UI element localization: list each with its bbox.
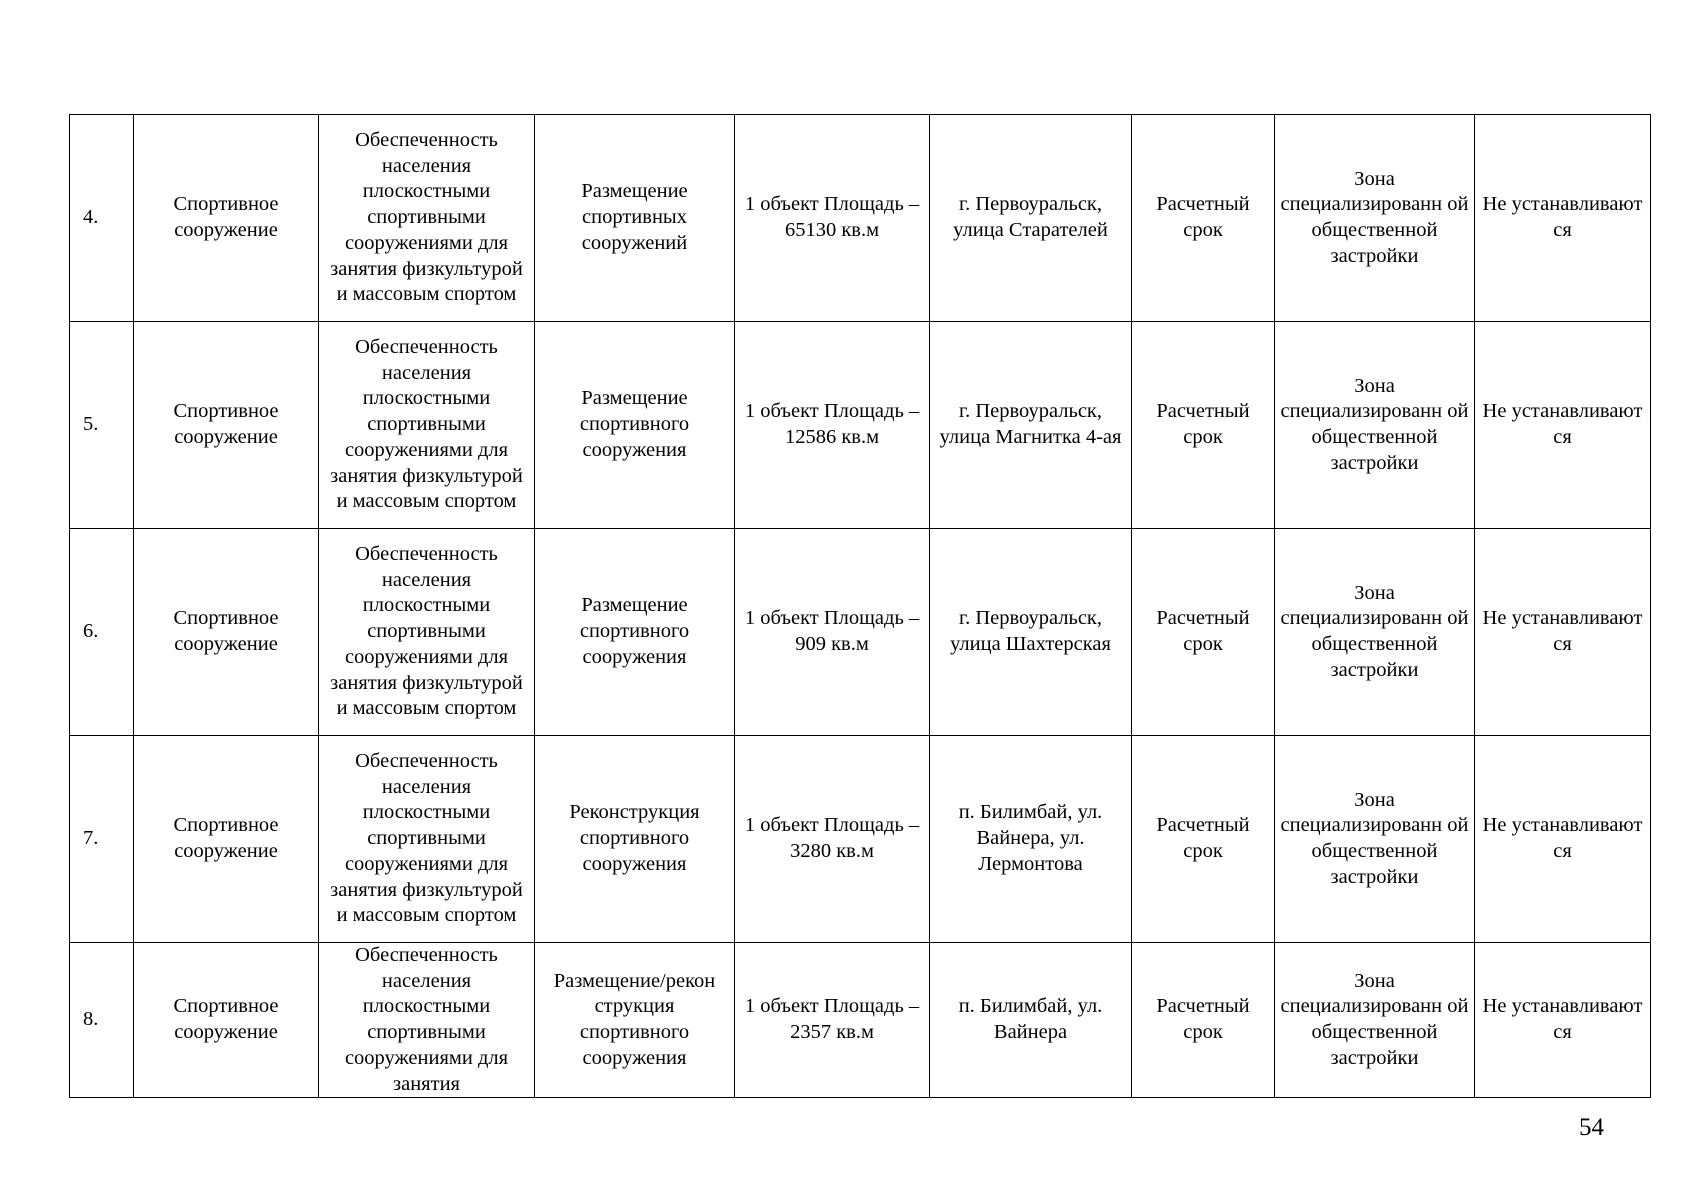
term: Расчетный срок: [1132, 322, 1275, 529]
zones-limit: Не устанавливают ся: [1475, 943, 1651, 1098]
page-number: 54: [1579, 1114, 1604, 1141]
row-number: 8.: [70, 943, 134, 1098]
zones-limit: Не устанавливают ся: [1475, 115, 1651, 322]
functional-zone: Зона специализированн ой общественной застройки: [1275, 322, 1475, 529]
object-type: Спортивное сооружение: [134, 115, 319, 322]
row-number: 4.: [70, 115, 134, 322]
zones-limit: Не устанавливают ся: [1475, 736, 1651, 943]
location: п. Билимбай, ул. Вайнера, ул. Лермонтова: [930, 736, 1132, 943]
capacity: 1 объект Площадь – 3280 кв.м: [735, 736, 930, 943]
object-type: Спортивное сооружение: [134, 736, 319, 943]
zones-limit: Не устанавливают ся: [1475, 529, 1651, 736]
row-number: 5.: [70, 322, 134, 529]
table-row: [70, 736, 1651, 943]
table-row: [70, 943, 1651, 1098]
capacity: 1 объект Площадь – 12586 кв.м: [735, 322, 930, 529]
indicator: Обеспеченность населения плоскостными спортивными сооружениями для занятия физкультурой и массовым спортом: [319, 322, 535, 529]
location: г. Первоуральск, улица Магнитка 4-ая: [930, 322, 1132, 529]
indicator: Обеспеченность населения плоскостными спортивными сооружениями для занятия: [319, 943, 535, 1098]
indicator: Обеспеченность населения плоскостными спортивными сооружениями для занятия физкультурой и массовым спортом: [319, 115, 535, 322]
functional-zone: Зона специализированн ой общественной застройки: [1275, 529, 1475, 736]
term: Расчетный срок: [1132, 943, 1275, 1098]
location: п. Билимбай, ул. Вайнера: [930, 943, 1132, 1098]
purpose: Размещение спортивных сооружений: [535, 115, 735, 322]
zones-limit: Не устанавливают ся: [1475, 322, 1651, 529]
functional-zone: Зона специализированн ой общественной застройки: [1275, 736, 1475, 943]
object-type: Спортивное сооружение: [134, 529, 319, 736]
indicator: Обеспеченность населения плоскостными спортивными сооружениями для занятия физкультурой и массовым спортом: [319, 736, 535, 943]
planning-table: [69, 114, 1651, 1098]
object-type: Спортивное сооружение: [134, 943, 319, 1098]
purpose: Размещение спортивного сооружения: [535, 322, 735, 529]
table-row: [70, 115, 1651, 322]
capacity: 1 объект Площадь – 2357 кв.м: [735, 943, 930, 1098]
capacity: 1 объект Площадь – 909 кв.м: [735, 529, 930, 736]
table-row: [70, 529, 1651, 736]
functional-zone: Зона специализированн ой общественной застройки: [1275, 115, 1475, 322]
functional-zone: Зона специализированн ой общественной застройки: [1275, 943, 1475, 1098]
capacity: 1 объект Площадь – 65130 кв.м: [735, 115, 930, 322]
term: Расчетный срок: [1132, 115, 1275, 322]
table-row: [70, 322, 1651, 529]
purpose: Размещение/рекон струкция спортивного сооружения: [535, 943, 735, 1098]
purpose: Реконструкция спортивного сооружения: [535, 736, 735, 943]
indicator: Обеспеченность населения плоскостными спортивными сооружениями для занятия физкультурой и массовым спортом: [319, 529, 535, 736]
object-type: Спортивное сооружение: [134, 322, 319, 529]
purpose: Размещение спортивного сооружения: [535, 529, 735, 736]
row-number: 7.: [70, 736, 134, 943]
term: Расчетный срок: [1132, 736, 1275, 943]
row-number: 6.: [70, 529, 134, 736]
location: г. Первоуральск, улица Старателей: [930, 115, 1132, 322]
term: Расчетный срок: [1132, 529, 1275, 736]
location: г. Первоуральск, улица Шахтерская: [930, 529, 1132, 736]
